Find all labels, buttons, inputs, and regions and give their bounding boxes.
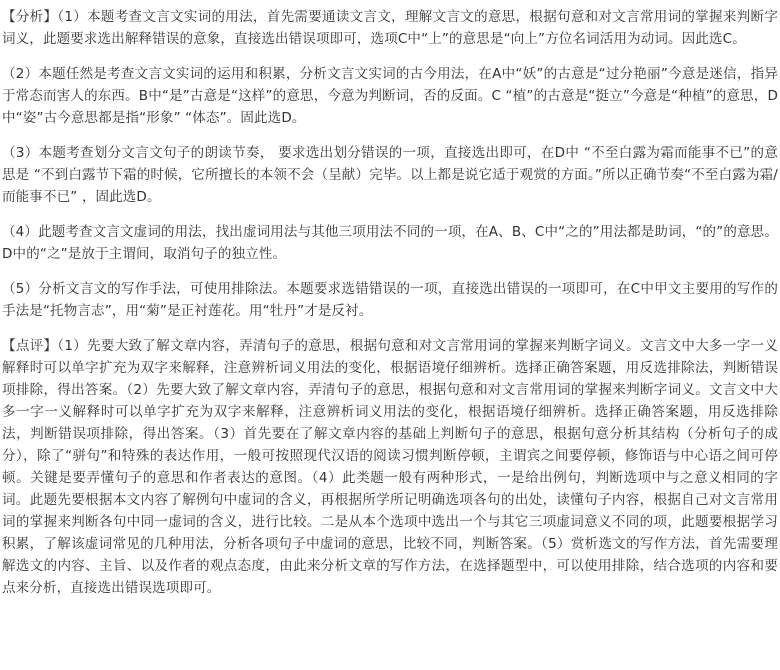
comment-paragraph: 【点评】（1）先要大致了解文章内容，弄清句子的意思，根据句意和对文言常用词的掌握来判断字词义。文言文中大多一字一义解释时可以单字扩充为双字来解释，注意辨析词义用法的变化，根据语境仔细辨析。选择正确答案题，用反选排除法，判断错误项排除，得出答案。（2）先要大致了解文章内容，弄清句子的意思，根据句意和对文言常用词的掌握来判断字词义。文言文中大多一字一义解释时可以单字扩充为双字来解释，注意辨析词义用法的变化，根据语境仔细辨析。选择正确答案题，用反选排除法，判断错误项排除，得出答案。（3）首先要在了解文章内容的基础上判断句子的意思，根据句意分析其结构（分析句子的成分），除了“骈句”和特殊的表达作用，一般可按照现代汉语的阅读习惯判断停顿，主谓宾之间要停顿，修饰语与中心语之间可停顿。关键是要弄懂句子的意思和作者表达的意图。（4）此类题一般有两种形式，一是给出例句，判断选项中与之意义相同的字词。此题先要根据本文内容了解例句中虚词的含义，再根据所学所记明确选项各句的出处，读懂句子内容，根据自己对文言常用词的掌握来判断各句中同一虚词的含义，进行比较。二是从本个选项中选出一个与其它三项虚词意义不同的项，此题要根据学习积累，了解该虚词常见的几种用法，分析各项句子中虚词的意思，比较不同，判断答案。（5）赏析选文的写作方法，首先需要理解选文的内容、主旨、以及作者的观点态度，由此来分析文章的写作方法，在选择题型中，可以使用排除，结合选项的内容和要点来分析，直接选出错误选项即可。	[2, 338, 778, 596]
paragraph-gap	[2, 322, 778, 335]
paragraph-gap	[2, 208, 778, 221]
analysis-part-4: （4）此题考查文言文虚词的用法，找出虚词用法与其他三项用法不同的一项，在A、B、C中“之的”用法都是助词，“的”的意思。D中的“之”是放于主谓间，取消句子的独立性。	[2, 224, 778, 262]
paragraph-gap	[2, 265, 778, 278]
paragraph-gap	[2, 50, 778, 63]
analysis-part-5: （5）分析文言文的写作手法，可使用排除法。本题要求选错错误的一项，直接选出错误的一项即可，在C中甲文主要用的写作的手法是“托物言志”，用“菊”是正衬莲花。用“牡丹”才是反衬。	[2, 281, 778, 319]
analysis-part-3: （3）本题考查划分文言文句子的朗读节奏， 要求选出划分错误的一项，直接选出即可，在D中 “不至白露为霜而能事不已”的意思是 “不到白露节下霜的时候，它所擅长的本领不会（呈献）完毕。以上都是说它适于观赏的方面。”所以正确节奏“不至白露为霜/而能事不已” ，固此选D。	[2, 145, 778, 205]
analysis-part-2: （2）本题任然是考查文言文实词的运用和积累，分析文言文实词的古今用法，在A中“妖”的古意是“过分艳丽”今意是迷信，指异于常态而害人的东西。B中“是”古意是“这样”的意思，今意为判断词，否的反面。C “植”的古意是“挺立”今意是“种植”的意思，D中“姿”古今意思都是指“形象” “体态”。固此选D。	[2, 66, 778, 126]
analysis-part-1: 【分析】（1）本题考查文言文实词的用法，首先需要通读文言文，理解文言文的意思，根据句意和对文言常用词的掌握来判断字词义，此题要求选出解释错误的意象，直接选出错误项即可，选项C中“上”的意思是“向上”方位名词活用为动词。因此选C。	[2, 9, 778, 47]
paragraph-gap	[2, 129, 778, 142]
